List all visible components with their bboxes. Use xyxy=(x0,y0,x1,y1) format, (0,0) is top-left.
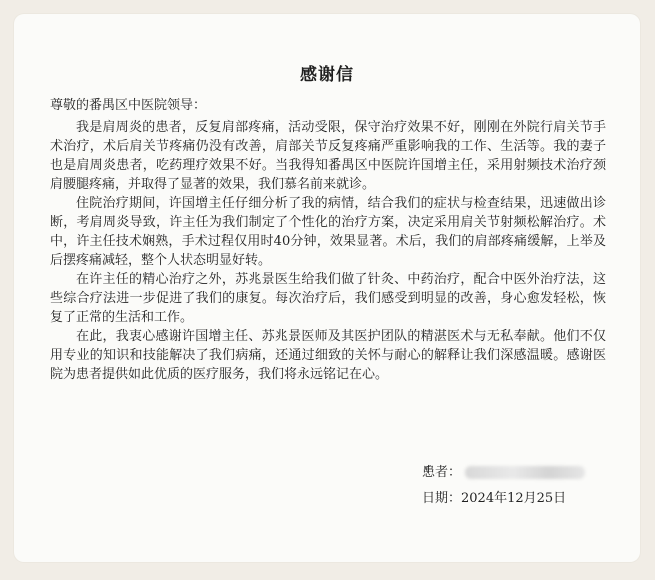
paragraph-4: 在此，我衷心感谢许国增主任、苏兆景医师及其医护团队的精湛医术与无私奉献。他们不仅用专业的知识和技能解决了我们病痛，还通过细致的关怀与耐心的解释让我们深感温暖。感谢医院为患者提供如此优质的医疗服务，我们将永远铭记在心。 xyxy=(50,329,606,382)
letter-paper xyxy=(14,14,640,562)
paragraph-1: 我是肩周炎的患者，反复肩部疼痛，活动受限，保守治疗效果不好，刚刚在外院行肩关节手术治疗，术后肩关节疼痛仍没有改善，肩部关节反复疼痛严重影响我的工作、生活等。我的妻子也是肩周炎患者，吃药理疗效果不好。当我得知番禺区中医院许国增主任，采用射频技术治疗颈肩腰腿疼痛，并取得了显著的效果，我们慕名前来就诊。 xyxy=(50,120,606,192)
signature-block xyxy=(422,460,585,512)
redacted-name xyxy=(465,466,585,479)
paragraph-3: 在许主任的精心治疗之外，苏兆景医生给我们做了针灸、中药治疗，配合中医外治疗法，这些综合疗法进一步促进了我们的康复。每次治疗后，我们感受到明显的改善，身心愈发轻松，恢复了正常的生活和工作。 xyxy=(50,272,606,325)
letter-body xyxy=(50,118,606,384)
patient-label: 患者： xyxy=(422,465,462,480)
letter-title: 感谢信 xyxy=(300,65,354,85)
salutation: 尊敬的番禺区中医院领导： xyxy=(50,98,207,113)
patient-signature-row xyxy=(422,460,585,486)
paragraph-2: 住院治疗期间，许国增主任仔细分析了我的病情，结合我们的症状与检查结果，迅速做出诊断，考肩周炎导致，许主任为我们制定了个性化的治疗方案，决定采用肩关节射频松解治疗。术中，许主任技术娴熟，手术过程仅用时40分钟，效果显著。术后，我们的肩部疼痛缓解，上举及后摆疼痛减轻，整个人状态明显好转。 xyxy=(50,196,606,268)
date-line: 日期：2024年12月25日 xyxy=(422,491,567,506)
